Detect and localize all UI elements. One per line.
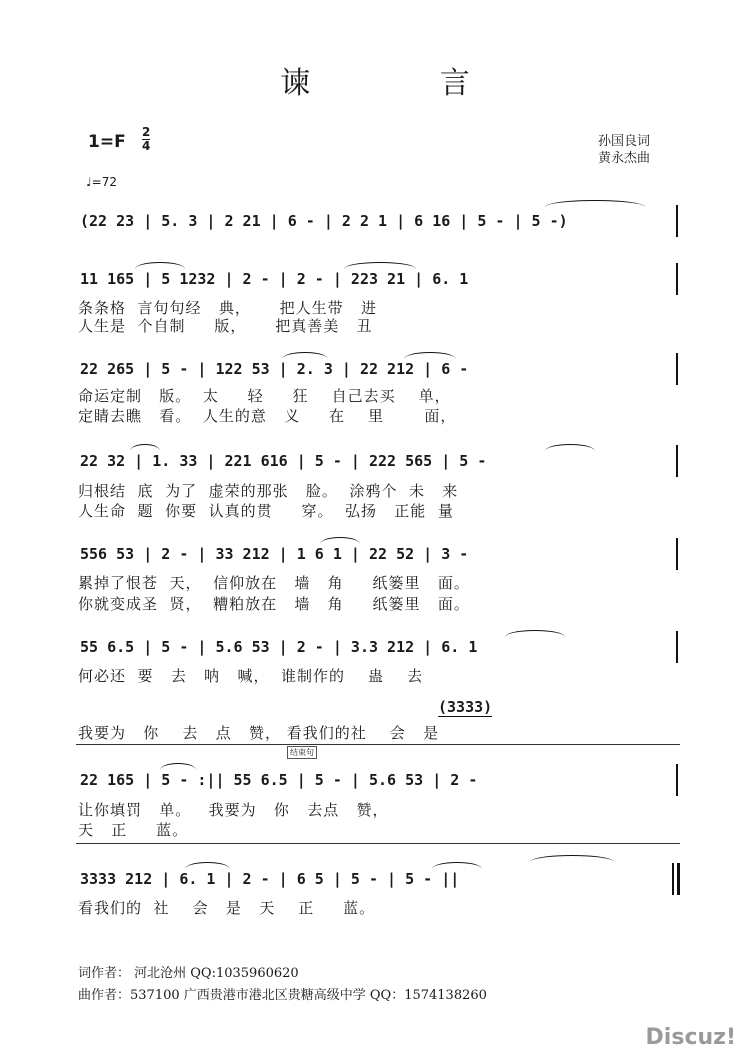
row-notes: 556 53 | 2 - | 33 212 | 1 6 1 | 22 52 | 3 -: [80, 545, 469, 563]
row-notes: 55 6.5 | 5 - | 5.6 53 | 2 - | 3.3 212 | 6. 1: [80, 638, 478, 656]
slur: [432, 862, 482, 869]
barline: [676, 538, 678, 570]
score-row-8: [80, 870, 680, 896]
lyric-verse-2: 天 正 蓝。: [78, 821, 189, 839]
score-row-intro: [80, 212, 680, 238]
lyric-verse-2: 定睛去瞧 看。 人生的意 义 在 里 面，: [78, 407, 457, 425]
tie-slur: [530, 855, 614, 862]
lyric-verse-1: 累掉了恨苍 天， 信仰放在 墙 角 纸篓里 面。: [78, 574, 470, 592]
final-barline: [672, 863, 674, 895]
barline: [676, 353, 678, 385]
time-top: 2: [142, 125, 151, 139]
row-notes: 22 32 | 1. 33 | 221 616 | 5 - | 222 565 | 5 -: [80, 452, 487, 470]
slur: [135, 262, 185, 269]
slur: [545, 444, 595, 451]
slur: [404, 352, 456, 359]
lyric-verse-1: 归根结 底 为了 虚荣的那张 脸。 涂鸦个 未 来: [78, 482, 459, 500]
slur: [320, 537, 360, 544]
divider: [76, 843, 680, 844]
time-signature: [142, 126, 150, 153]
lyric-verse-2: 人生命 题 你要 认真的贯 穿。 弘扬 正能 量: [78, 502, 454, 520]
lyric-verse-1: 我要为 你 去 点 赞， 看我们的社 会 是: [78, 724, 440, 742]
score-row-3: [80, 452, 680, 478]
lyric-verse-2: 人生是 个自制 版， 把真善美 丑: [78, 317, 373, 335]
score-row-4: [80, 545, 680, 571]
row-notes: (3333): [438, 698, 493, 716]
score-row-2: [80, 360, 680, 386]
alternate-notes: [438, 698, 538, 724]
score-row-5: [80, 638, 680, 664]
barline: [676, 205, 678, 237]
composer-credit: 黄永杰曲: [598, 151, 651, 166]
final-barline-thick: [677, 863, 680, 895]
barline: [676, 263, 678, 295]
tie-slur: [545, 200, 645, 207]
row-notes: 11 165 | 5 1232 | 2 - | 2 - | 223 21 | 6. 1: [80, 270, 469, 288]
lyric-verse-1: 让你填罚 单。 我要为 你 去点 赞，: [78, 801, 389, 819]
lyric-verse-1: 条条格 言句句经 典， 把人生带 进: [78, 299, 377, 317]
lyric-verse-2: 你就变成圣 贤， 糟粕放在 墙 角 纸篓里 面。: [78, 595, 470, 613]
slur: [130, 444, 160, 451]
score-row-1: [80, 270, 680, 296]
lyric-verse-1: 命运定制 版。 太 轻 狂 自己去买 单，: [78, 387, 451, 405]
time-bottom: 4: [142, 139, 151, 153]
watermark-logo: Discuz!: [645, 1025, 736, 1050]
song-title: 谏 言: [280, 66, 530, 101]
lyricist-info: 词作者： 河北沧州 QQ:1035960620: [78, 966, 299, 981]
key-signature: 1=F: [88, 132, 126, 152]
composer-info: 曲作者：537100 广西贵港市港北区贵糖高级中学 QQ：1574138260: [78, 988, 487, 1003]
slur: [185, 862, 230, 869]
barline: [676, 445, 678, 477]
barline: [676, 631, 678, 663]
ending-annotation: 结束句: [287, 746, 317, 759]
slur: [282, 352, 328, 359]
barline: [676, 764, 678, 796]
tempo-marking: ♩=72: [86, 175, 117, 189]
lyricist-credit: 孙国良词: [598, 134, 651, 149]
slur: [505, 630, 565, 637]
slur: [160, 763, 196, 770]
row-notes: 3333 212 | 6. 1 | 2 - | 6 5 | 5 - | 5 - ||: [80, 870, 460, 888]
tie-slur: [344, 262, 416, 269]
row-notes: 22 165 | 5 - :|| 55 6.5 | 5 - | 5.6 53 | 2 -: [80, 771, 478, 789]
row-notes: (22 23 | 5. 3 | 2 21 | 6 - | 2 2 1 | 6 16 | 5 - | 5 -): [80, 212, 568, 230]
divider: [76, 744, 680, 745]
score-row-7: [80, 771, 680, 797]
row-notes: 22 265 | 5 - | 122 53 | 2. 3 | 22 212 | 6 -: [80, 360, 469, 378]
lyric-verse-1: 看我们的 社 会 是 天 正 蓝。: [78, 899, 376, 917]
lyric-verse-1: 何必还 要 去 呐 喊， 谁制作的 蛊 去: [78, 667, 424, 685]
